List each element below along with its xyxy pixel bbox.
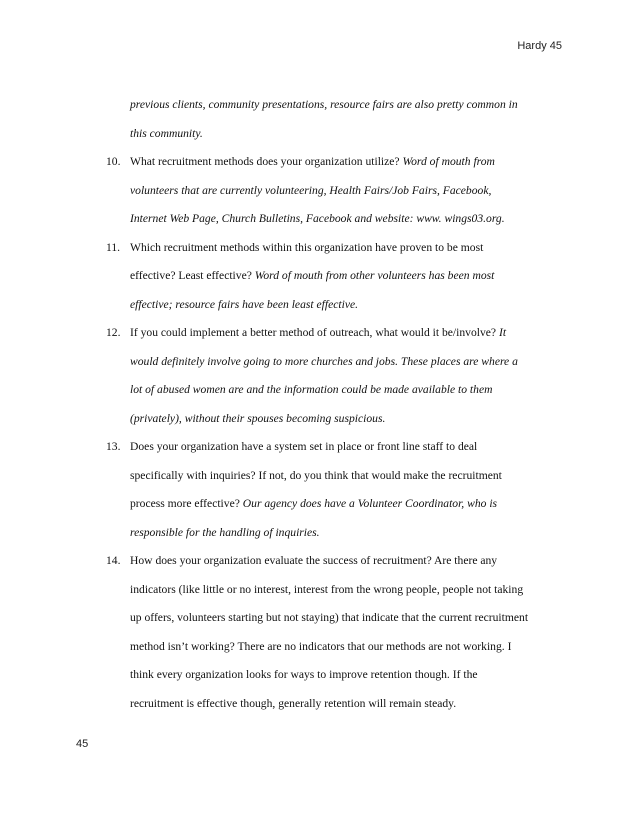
list-item-line: [130, 462, 576, 491]
answer-text: would definitely involve going to more churches and jobs. These places are where a: [130, 354, 518, 368]
question-text: effective? Least effective?: [130, 269, 255, 282]
list-item-line: [130, 547, 576, 576]
list-item-line: [130, 234, 576, 263]
question-text: indicators (like little or no interest, interest from the wrong people, people not taking: [130, 582, 524, 596]
question-text: think every organization looks for ways to improve retention though. If the: [130, 668, 478, 681]
list-number: 12.: [106, 326, 121, 339]
question-text: specifically with inquiries? If not, do you think that would make the recruitment: [130, 468, 502, 482]
list-number: 10.: [106, 155, 121, 168]
list-item-line: [130, 177, 576, 206]
answer-text: Word of mouth from: [402, 155, 495, 168]
question-text: recruitment is effective though, generally retention will remain steady.: [130, 696, 457, 710]
list-item-line: [130, 433, 576, 462]
list-item-line: [130, 519, 576, 548]
answer-text: (privately), without their spouses becoming suspicious.: [130, 411, 386, 425]
page-number: 45: [76, 738, 89, 750]
list-item-line: [130, 661, 576, 690]
answer-text: effective; resource fairs have been least effective.: [130, 297, 359, 311]
list-item-line: [130, 319, 576, 348]
list-item-line: [130, 291, 576, 320]
list-item: [106, 234, 576, 320]
answer-text: Our agency does have a Volunteer Coordinator, who is: [242, 497, 498, 510]
question-text: What recruitment methods does your organization utilize?: [130, 155, 403, 168]
list-item-line: [130, 490, 576, 519]
question-text: up offers, volunteers starting but not staying) that indicate that the current recruitment: [130, 611, 529, 624]
document-body: [106, 91, 576, 718]
answer-text: responsible for the handling of inquiries.: [130, 525, 320, 539]
list-item-line: [130, 148, 576, 177]
list-item: [106, 319, 576, 433]
list-item-line: [130, 633, 576, 662]
list-item-line: [130, 348, 576, 377]
continuation-line: this community.: [130, 126, 203, 140]
answer-text: Internet Web Page, Church Bulletins, Facebook and website: www. wings03.org.: [130, 212, 505, 225]
list-item: [106, 433, 576, 547]
question-text: process more effective?: [130, 497, 243, 510]
list-number: 13.: [106, 440, 121, 453]
list-item-line: [130, 576, 576, 605]
list-item-line: [130, 376, 576, 405]
answer-text: volunteers that are currently volunteering, Health Fairs/Job Fairs, Facebook,: [130, 183, 492, 197]
list-number: 11.: [106, 240, 121, 254]
continuation-line: previous clients, community presentations, resource fairs are also pretty common in: [130, 98, 518, 111]
question-text: How does your organization evaluate the success of recruitment? Are there any: [130, 554, 498, 567]
list-number: 14.: [106, 554, 121, 567]
list-item-line: [130, 205, 576, 234]
question-text: If you could implement a better method of outreach, what would it be/involve?: [130, 326, 499, 339]
list-item-line: [130, 604, 576, 633]
running-header: Hardy 45: [517, 40, 562, 52]
answer-text: Word of mouth from other volunteers has been most: [254, 269, 495, 282]
list-item-line: [130, 262, 576, 291]
numbered-list: [106, 148, 576, 718]
answer-text: lot of abused women are and the information could be made available to them: [130, 383, 493, 396]
question-text: Which recruitment methods within this organization have proven to be most: [130, 240, 484, 254]
answer-text: It: [498, 326, 507, 339]
question-text: Does your organization have a system set in place or front line staff to deal: [130, 440, 478, 453]
list-item: [106, 547, 576, 718]
list-item-line: [130, 405, 576, 434]
continuation-text: [106, 91, 576, 148]
question-text: method isn’t working? There are no indicators that our methods are not working. I: [130, 639, 512, 653]
list-item-line: [130, 690, 576, 719]
list-item: [106, 148, 576, 234]
